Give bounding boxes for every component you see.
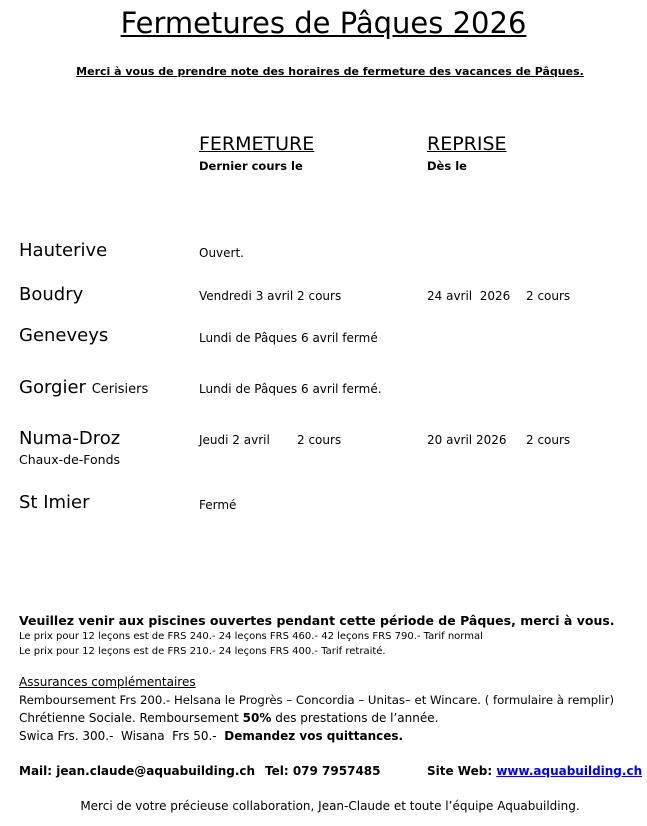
closing-note: Merci de votre précieuse collaboration, Jean-Claude et toute l’équipe Aquabuilding. [80,799,580,813]
reopening-column-heading: REPRISE [427,133,507,155]
reopening-column-subheading: Dès le [427,159,467,173]
insurance-heading: Assurances complémentaires [19,675,196,689]
location-gorgier [19,377,148,398]
insurance-line-3 [19,729,403,743]
location-gorgier-name: Gorgier [19,377,86,398]
page-subtitle: Merci à vous de prendre note des horaires de fermeture des vacances de Pâques. [76,65,584,78]
location-numa-droz: Numa-Droz [19,428,121,449]
numa-droz-reopen-date: 20 avril 2026 [427,433,507,447]
boudry-reopen-courses: 2 cours [526,289,571,303]
closing-column-heading: FERMETURE [199,133,315,155]
insurance-line-2-text-a: Chrétienne Sociale. Remboursement [19,711,243,725]
invite-text: Veuillez venir aux piscines ouvertes pendant cette période de Pâques, merci à vous. [19,613,615,628]
insurance-line-2-text-c: des prestations de l’année. [271,711,439,725]
mail-label: Mail: [19,764,57,778]
contact-mail [19,764,255,778]
website-label: Site Web: [427,764,497,778]
phone-number: 079 7957485 [292,764,381,778]
page-title: Fermetures de Pâques 2026 [120,6,527,40]
mail-address[interactable]: jean.claude@aquabuilding.ch [56,764,256,778]
st-imier-closing: Fermé [199,498,237,512]
website-link[interactable]: www.aquabuilding.ch [496,764,643,778]
numa-droz-reopen-courses: 2 cours [526,433,571,447]
contact-phone [265,764,381,778]
boudry-closing: Vendredi 3 avril 2 cours [199,289,342,303]
insurance-line-3-text: Swica Frs. 300.- Wisana Frs 50.- [19,729,225,743]
boudry-reopen-date: 24 avril 2026 [427,289,511,303]
contact-website [427,764,642,778]
closing-column-subheading: Dernier cours le [199,159,303,173]
price-retired: Le prix pour 12 leçons est de FRS 210.- 24 leçons FRS 400.- Tarif retraité. [19,646,386,657]
location-hauterive: Hauterive [19,240,108,261]
insurance-line-1: Remboursement Frs 200.- Helsana le Progrès – Concordia – Unitas– et Wincare. ( formulaire à remplir) [19,693,615,707]
geneveys-closing: Lundi de Pâques 6 avril fermé [199,331,378,345]
price-normal: Le prix pour 12 leçons est de FRS 240.- 24 leçons FRS 460.- 42 leçons FRS 790.- Tarif normal [19,631,483,642]
insurance-line-3-receipts: Demandez vos quittances. [224,729,404,743]
insurance-line-2-percent: 50% [242,711,272,725]
hauterive-closing: Ouvert. [199,246,244,260]
phone-label: Tel: [265,764,293,778]
location-st-imier: St Imier [19,492,90,513]
location-gorgier-sub: Cerisiers [91,382,149,397]
gorgier-closing: Lundi de Pâques 6 avril fermé. [199,382,382,396]
insurance-line-2 [19,711,438,725]
numa-droz-closing-day: Jeudi 2 avril [199,433,270,447]
location-boudry: Boudry [19,284,84,305]
numa-droz-closing-courses: 2 cours [297,433,342,447]
location-geneveys: Geneveys [19,325,109,346]
location-numa-droz-city: Chaux-de-Fonds [19,452,121,467]
